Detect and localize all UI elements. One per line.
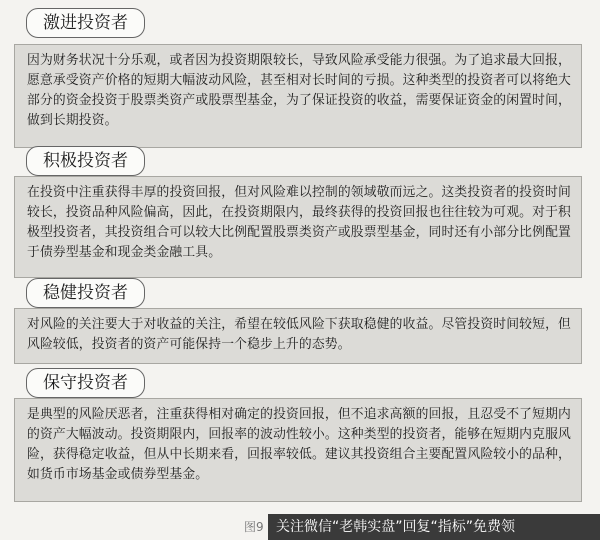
section-title: 激进投资者	[26, 8, 145, 38]
section-body: 是典型的风险厌恶者，注重获得相对确定的投资回报，但不追求高额的回报，且忍受不了短期内的资产大幅波动。投资期限内，回报率的波动性较小。这种类型的投资者，能够在短期内克服风险，获得稳定收益，但从中长期来看，回报率较低。建议其投资组合主要配置风险较小的品种，如货币市场基金或债券型基金。	[14, 398, 582, 502]
section-title: 保守投资者	[26, 368, 145, 398]
figure-label: 图9	[244, 520, 264, 534]
section-title: 稳健投资者	[26, 278, 145, 308]
section-title: 积极投资者	[26, 146, 145, 176]
section-body: 在投资中注重获得丰厚的投资回报，但对风险难以控制的领域敬而远之。这类投资者的投资时间较长，投资品种风险偏高，因此，在投资期限内，最终获得的投资回报也往往较为可观。对于积极型投资者，其投资组合可以较大比例配置股票类资产或股票型基金，同时还有小部分比例配置于债券型基金和现金类金融工具。	[14, 176, 582, 278]
promo-banner: 关注微信“老韩实盘”回复“指标”免费领	[268, 514, 600, 540]
section-body: 对风险的关注要大于对收益的关注，希望在较低风险下获取稳健的收益。尽管投资时间较短，但风险较低，投资者的资产可能保持一个稳步上升的态势。	[14, 308, 582, 364]
section-body: 因为财务状况十分乐观，或者因为投资期限较长，导致风险承受能力很强。为了追求最大回报，愿意承受资产价格的短期大幅波动风险，甚至相对长时间的亏损。这种类型的投资者可以将绝大部分的资金投资于股票类资产或股票型基金，为了保证投资的收益，需要保证资金的闲置时间，做到长期投资。	[14, 44, 582, 148]
